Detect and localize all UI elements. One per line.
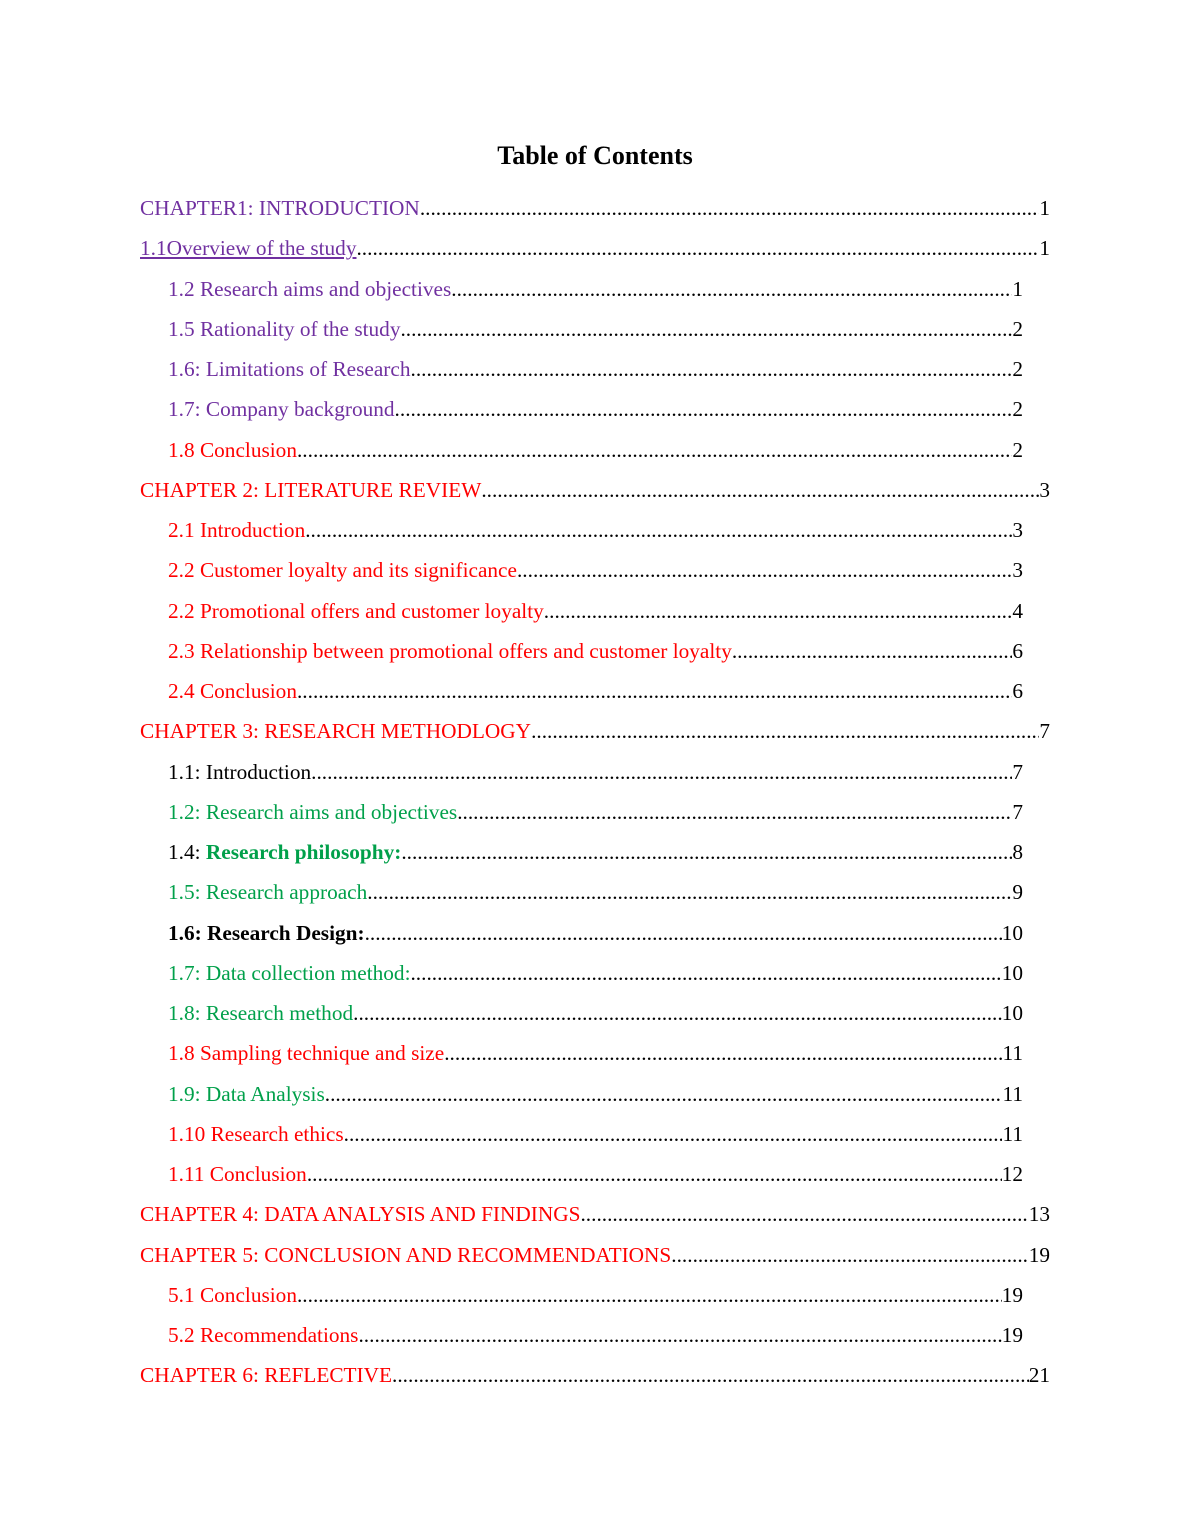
toc-entry-text: 1.2 Research aims and objectives — [168, 276, 452, 301]
toc-dot-leader — [305, 514, 1012, 546]
toc-entry-label[interactable] — [168, 997, 353, 1029]
toc-page-number: 1 — [1039, 236, 1050, 261]
toc-dot-leader — [411, 353, 1013, 385]
toc-entry-label[interactable] — [168, 273, 451, 305]
toc-dot-leader — [297, 434, 1012, 466]
toc-entry-label[interactable] — [168, 876, 367, 908]
toc-entry-text: 1.4: — [168, 840, 206, 864]
toc-dot-leader — [353, 997, 1002, 1029]
toc-dot-leader — [367, 876, 1012, 908]
toc-page-number: 10 — [1001, 960, 1023, 985]
toc-entry-text: 1.6: Limitations of Research — [168, 357, 411, 381]
toc-entry[interactable] — [168, 876, 1023, 908]
toc-entry-text: 1.9: Data Analysis — [168, 1081, 325, 1106]
toc-entry-emphasis: Research philosophy: — [205, 840, 402, 864]
toc-page-number: 6 — [1012, 679, 1023, 703]
toc-dot-leader — [544, 595, 1013, 627]
toc-page-number: 1 — [1012, 276, 1023, 301]
toc-dot-leader — [311, 756, 1012, 788]
toc-page-number: 4 — [1012, 598, 1023, 623]
page-title: Table of Contents — [497, 141, 693, 170]
toc-entry-label[interactable] — [140, 1239, 671, 1271]
toc-dot-leader — [410, 957, 1001, 989]
toc-entry[interactable] — [140, 192, 1050, 224]
toc-entry-label[interactable] — [168, 1078, 325, 1110]
toc-page-number: 10 — [1001, 1001, 1023, 1025]
toc-page-number: 9 — [1012, 880, 1023, 905]
toc-page-number: 3 — [1012, 518, 1023, 542]
toc-entry[interactable] — [168, 595, 1023, 627]
toc-entry[interactable] — [168, 675, 1023, 707]
toc-entry-label[interactable] — [168, 434, 297, 466]
toc-dot-leader — [732, 635, 1012, 667]
toc-dot-leader — [451, 273, 1012, 305]
toc-dot-leader — [420, 192, 1040, 224]
toc-entry[interactable] — [168, 796, 1023, 828]
toc-page-number: 11 — [1002, 1041, 1023, 1066]
toc-entry-text: 2.3 Relationship between promotional offers and customer loyalty — [168, 638, 732, 663]
toc-entry[interactable] — [168, 917, 1023, 949]
toc-dot-leader — [344, 1118, 1003, 1150]
toc-entry-label[interactable] — [168, 353, 411, 385]
toc-entry-label[interactable] — [168, 1319, 358, 1351]
toc-page-number: 10 — [1001, 920, 1023, 945]
toc-page-number: 2 — [1012, 437, 1023, 462]
toc-page-number: 2 — [1012, 316, 1023, 341]
toc-entry-text: 5.1 Conclusion — [168, 1282, 297, 1307]
toc-entry[interactable] — [168, 1319, 1023, 1351]
toc-entry[interactable] — [140, 1198, 1050, 1230]
toc-entry-text: 1.7: Data collection method: — [168, 960, 411, 985]
toc-page-number: 1 — [1039, 196, 1050, 220]
toc-entry-label[interactable] — [168, 1279, 297, 1311]
toc-entry[interactable] — [168, 1158, 1023, 1190]
toc-entry-label[interactable] — [168, 514, 305, 546]
toc-entry-label[interactable] — [168, 1037, 444, 1069]
toc-entry[interactable] — [168, 1078, 1023, 1110]
toc-entry-text: 2.2 Promotional offers and customer loyalty — [168, 598, 544, 623]
toc-page-number: 7 — [1012, 799, 1023, 824]
toc-entry-text: CHAPTER 4: DATA ANALYSIS AND FINDINGS — [140, 1202, 581, 1227]
toc-entry-text: CHAPTER 6: REFLECTIVE — [140, 1363, 393, 1388]
toc-entry-text: 1.5: Research approach — [168, 880, 368, 905]
toc-page-number: 7 — [1039, 719, 1050, 744]
toc-page-number: 7 — [1012, 759, 1023, 784]
toc-entry-label[interactable] — [140, 232, 356, 264]
toc-entry-text: 1.8 Sampling technique and size — [168, 1041, 445, 1066]
toc-page-number: 3 — [1039, 477, 1050, 502]
toc-entry-label[interactable] — [168, 836, 401, 868]
toc-entry-text: 1.8 Conclusion — [168, 437, 297, 462]
toc-page-number: 2 — [1012, 397, 1023, 422]
toc-entry-text: 2.1 Introduction — [168, 518, 306, 542]
toc-entry-text: 2.4 Conclusion — [168, 679, 297, 703]
toc-entry-text: 1.5 Rationality of the study — [168, 316, 401, 341]
toc-dot-leader — [671, 1239, 1028, 1271]
toc-dot-leader — [395, 393, 1013, 425]
toc-page-number: 13 — [1028, 1202, 1050, 1227]
toc-entry[interactable] — [140, 474, 1050, 506]
toc-page-number: 21 — [1028, 1363, 1050, 1388]
toc-entry[interactable] — [140, 715, 1050, 747]
toc-entry-text: 1.8: Research method — [168, 1001, 354, 1025]
toc-entry-text: 1.1Overview of the study — [140, 236, 357, 261]
toc-entry-text: 1.6: Research Design: — [168, 920, 365, 945]
toc-entry-label[interactable] — [168, 756, 311, 788]
toc-entry-label[interactable] — [168, 1158, 307, 1190]
toc-dot-leader — [580, 1198, 1028, 1230]
toc-entry-text: 5.2 Recommendations — [168, 1323, 359, 1347]
toc-entry-label[interactable] — [168, 957, 410, 989]
toc-entry[interactable] — [168, 997, 1023, 1029]
toc-entry-text: CHAPTER 2: LITERATURE REVIEW — [140, 477, 482, 502]
toc-entry-text: CHAPTER 3: RESEARCH METHODLOGY — [140, 719, 532, 744]
toc-dot-leader — [401, 836, 1012, 868]
toc-entry-text: 1.11 Conclusion — [168, 1162, 307, 1186]
toc-entry-label[interactable] — [168, 675, 297, 707]
toc-entry[interactable] — [168, 1279, 1023, 1311]
toc-entry-text: 1.1: Introduction — [168, 759, 312, 784]
toc-entry-text: 2.2 Customer loyalty and its significance — [168, 558, 517, 583]
toc-dot-leader — [531, 715, 1039, 747]
toc-entry[interactable] — [168, 514, 1023, 546]
toc-page-number: 11 — [1002, 1081, 1023, 1106]
toc-page-number: 12 — [1001, 1162, 1023, 1186]
toc-page-number: 2 — [1012, 357, 1023, 381]
toc-entry[interactable] — [168, 393, 1023, 425]
toc-entry[interactable] — [140, 1359, 1050, 1391]
toc-page-number: 19 — [1001, 1282, 1023, 1307]
toc-dot-leader — [481, 474, 1039, 506]
toc-entry[interactable] — [168, 313, 1023, 345]
toc-page-number: 19 — [1001, 1323, 1023, 1347]
toc-entry[interactable] — [168, 836, 1023, 868]
toc-entry[interactable] — [168, 273, 1023, 305]
toc-dot-leader — [297, 675, 1012, 707]
toc-entry-text: 1.10 Research ethics — [168, 1121, 344, 1146]
toc-entry[interactable] — [168, 635, 1023, 667]
toc-entry-text: CHAPTER1: INTRODUCTION — [140, 196, 420, 220]
toc-entry[interactable] — [168, 1118, 1023, 1150]
toc-dot-leader — [457, 796, 1012, 828]
toc-page-number: 19 — [1028, 1242, 1050, 1267]
toc-entry[interactable] — [168, 1037, 1023, 1069]
toc-entry-label[interactable] — [140, 715, 531, 747]
toc-entry-text: CHAPTER 5: CONCLUSION AND RECOMMENDATIONS — [140, 1242, 672, 1267]
toc-entry-label[interactable] — [140, 192, 420, 224]
toc-dot-leader — [356, 232, 1039, 264]
toc-page-number: 3 — [1012, 558, 1023, 583]
toc-page-number: 11 — [1002, 1121, 1023, 1146]
toc-entry-label[interactable] — [168, 796, 457, 828]
toc-dot-leader — [358, 1319, 1001, 1351]
toc-entry-text: 1.2: Research aims and objectives — [168, 799, 458, 824]
toc-entry[interactable] — [140, 232, 1050, 264]
toc-dot-leader — [400, 313, 1012, 345]
toc-entry-label[interactable] — [140, 1359, 392, 1391]
toc-entry-label[interactable] — [140, 1198, 580, 1230]
toc-dot-leader — [517, 554, 1012, 586]
toc-entry-label[interactable] — [168, 1118, 344, 1150]
toc-dot-leader — [365, 917, 1002, 949]
toc-entry-label[interactable] — [168, 595, 544, 627]
toc-entry-label[interactable] — [168, 554, 517, 586]
toc-dot-leader — [444, 1037, 1002, 1069]
toc-page-number: 6 — [1012, 638, 1023, 663]
toc-entry-text: 1.7: Company background — [168, 397, 395, 422]
toc-entry[interactable] — [140, 1239, 1050, 1271]
toc-entry-label[interactable] — [168, 393, 395, 425]
toc-entry-label[interactable] — [140, 474, 481, 506]
toc-entry[interactable] — [168, 756, 1023, 788]
toc-dot-leader — [307, 1158, 1002, 1190]
toc-entry[interactable] — [168, 957, 1023, 989]
toc-dot-leader — [297, 1279, 1002, 1311]
toc-dot-leader — [392, 1359, 1029, 1391]
toc-entry-label[interactable] — [168, 635, 732, 667]
toc-entry-label[interactable] — [168, 917, 365, 949]
toc-entry[interactable] — [168, 554, 1023, 586]
toc-entry[interactable] — [168, 434, 1023, 466]
toc-entry-label[interactable] — [168, 313, 400, 345]
toc-dot-leader — [325, 1078, 1003, 1110]
toc-entry[interactable] — [168, 353, 1023, 385]
toc-page-number: 8 — [1012, 840, 1023, 864]
